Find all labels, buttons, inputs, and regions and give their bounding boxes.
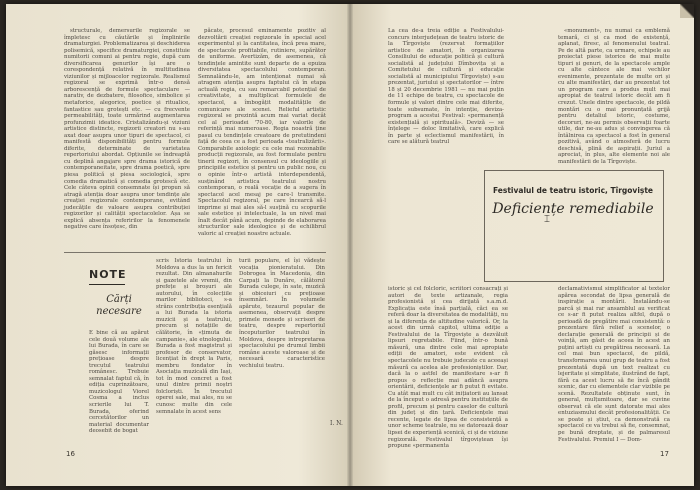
note-article-title: Cărți necesare [96, 294, 142, 317]
right-article-text-1: La cea de-a treia ediție a Festivalului-concurs interjudețean de teatru istoric de la Tîrgoviște (rezervat formațiilor artistice de amatori, în organizarea Consiliului de educație politică și cultură socialistă al județului Dîmbovița și a Comitetului de cultură și educație socialistă al municipiului Tîrgoviște) s-au prezentat, juriului și spectatorilor — între 18 și 20 decembrie 1981 — nu mai puțin de 11 echipe de teatru, cu spectacole de formule și valori dintre cele mai diferite, toate subsumate, în intenție, deviza-program a acestui Festival: «permanență existențială și spirituală». Deviză — se înțelege — doloc limitativă, care explică în parte și eclectismul manifestării, în care se alătură teatrul [388, 28, 504, 146]
section-divider [64, 252, 326, 253]
right-article-column-4 [558, 286, 670, 446]
text-cursor-icon: ⌶ [544, 214, 550, 225]
right-article-text-4: declamativismul simplificator al textelor apărea secondat de lipsa generală de inspirație a montării. Înstalându-se parcă și mai rar ansamblul au verificat ce s-ar fi putut realiza altfel, după o perioadă de pregătire mai consistentă: o prezentare fără relief a scenelor, o declarație generală de principii și de voință, am găsit de aceea în acest an puțini artiști cu pregătirea necesară. La cel mai bun spectacol, de pildă, transformarea unui grup de teatru a fost prezentată după un text realizat cu lejeritate și simplitate, ilustrând de fapt, fără ca acest lucru să fie încă gândit scenic, dar cu elementele clar vizibile pe scenă. Rezultatele obținute sunt, în general, mulțumitoare, dar se cuvine observat că ele sunt datorate mai ales entuziasmului decât profesionalității. Ce se poate și știut, ca demonstrată ca spectacol ce va trebui să fie, consemnat, pe bună dreptate, și de palmaresul Festivalului. Premiul I — Dom- [558, 286, 670, 443]
magazine-spread [6, 4, 694, 486]
left-article-text-1: structurale, demersurile regizorale se împletesc cu căutările și împlinirile dramaturgiei. Problematizarea și deschiderea polisemică, specifice dramaturgiei, constituie numitorii comuni ai pentru regie, după cum diversificarea genurilor își are o corespondență relativă în multitudinea viziunilor și mijloacelor regizorale. Realismul regizoral se exprimă într-o densă arborescență de formule spectaculare — narativ, de dezbatere, filosofice, simbolice și metaforice, alegorice, poetice și ritualice, fantastice sau grotești etc. — cu frecvente permeabilități, toate urmărind augmentarea profunzimii ideatice. Cristalizându-și viziuni artistice distincte, regizorii creatori nu s-au axat doar asupra unor tipuri de spectacol, ci manifestă disponibilități pentru formule diferite, determinate de varietatea repertoriului abordat. Opțiunile se îndreaptă cu deplină angajare spre drama istorică de contemporaneitate, spre drama poetică, spre piesa politică și piesa sociologică, spre comedia dramatică și comedia grotescă etc. Cele câteva opinii consemnate își propun să atragă atenția doar asupra unor tendințe ale creației regizorale contemporane, evitând judecățile de valoare asupra contribuției regizorilor și calității spectacolelor. Așa se explică absența referirilor la fenomenele negative care însoțesc, din [64, 28, 190, 231]
right-article-column-2 [558, 28, 670, 166]
left-article-text-2: păcate, procesul eminamente pozitiv al dezvoltării creației regizorale în special acel experimentul și la cantitatea, încă prea mare, de spectacole profitabile, rutiniere, supărător de uniforme. Avertizăm, de asemenea, că tendințele amintite sunt departe de a epuiza diversitatea spectacolului contemporan. Semnalându-le, am intenționat numai să atragem atenția asupra faptului că în etapa actuală regia, cu sau remarcabil potențial de creativitate, a multiplicat formulele de spectacol, a îmbogățit modalitățile de comunicare ale scenei. Relieful artistic regizoral se prezintă acum mai variat decât cel al perioadei '70-80, iar valorile de referință mai numeroase. Regia noastră ține pasul cu tendințele creatoare de pretutindeni față de ceea ce a fost perioada «teatralizării». Comparabile axiologic cu cele mai rezonabile producții regizorale, au fost formulate pentru tinerii regizori, în consensul cu ideologiile și principiile estetice și pentru un public nou, cu o opinie într-o artistă interdependentă, susținând artistica teatrului nostru contemporan, o reală vocație de a sugera în spectacol acel mesaj pe care-l transmite. Spectacolul regizoral, pe care încearcă să-l imprime și mai ales să-l susțină cu scopurile sale estetice și intelectuale, la un nivel mai înalt decât până acum, depinde de elaborarea structurilor sale ideologice și de echilibrul valoric al creației noastre actuale. [198, 28, 326, 237]
page-number-left: 16 [66, 450, 75, 458]
note-column-2 [156, 258, 232, 442]
note-column-3 [239, 258, 325, 414]
right-article-text-3: istoric și cel folcloric, scriitori consacrați și autori de texte artizanale, regia profesionistă și cea dirijată s.a.m.d. Explicația este însă parțială, căci ea se referă doar la diversitatea de modalități, nu și la diferența de altitudine valorică. Or, la acest din urmă capitol, ultima ediție a Festivalului de la Tîrgoviște a dezvăluit lipsuri regretabile. Fiind, într-o bună măsură, una dintre cele mai apropiate ediții de amatori, este evident că spectacolele nu trebuie judecate cu aceeași măsură ca acelea ale profesioniștilor. Dar, dacă la o astfel de manifestare s-ar fi propus o reflecție mai adâncă asupra orientării, deficiențele ar fi putut fi evitate. Cu atât mai mult cu cât inițiatorii au lansat de la început o adresă pentru instituțiile de profil, precum și pentru caselor de cultură din județ și din țară. Deficiențele mai recente, legate de lipsa de consistență a unor scheme teatrale, nu se datorează doar lipsei de experiență scenică, ci și de viziune regizorală. Festivalul tîrgoviștean își propune «permanenta [388, 286, 508, 450]
book-gutter [347, 4, 353, 486]
note-text-2: scris Istoria teatrului în Moldova a dus la un fericit rezultat. Din almanahurile și gazetele ale vremii, din prefețe și broșuri ale autorului, în colecțiile marilor biblioteci, s-a strâns contribuția esențială a lui Burada la istoria muzicii și a teatrului, precum și notațiile de călătorie, în «țimuta de campanie», ale etnologului. Burada a fost magistrat și profesor de conservator, licențiat în drept la Paris, membru fondator în Asociația muzicală din Iași, tot în mod concret a fost unul dintre primii noștri folcloriști. În trecutul operei sale, mai ales, nu se cunosc multe din cele semnalate în acest sens [156, 258, 232, 415]
page-corner [680, 4, 694, 18]
page-number-right: 17 [660, 450, 669, 458]
article-headline: Deficiențe remediabile [492, 201, 654, 217]
note-label-underline [89, 284, 125, 285]
note-section-label: NOTE [89, 268, 127, 281]
right-article-text-2: «monument», nu numai ca emblemă temară, ci și ca mod de existență, aplanat, firesc, al fenomenului teatral. Pe de altă parte, ca urmare, echipele au proiectat piese istorice de mai multe tipuri și genuri, de la spectacole ample cu alte cântece ale mai vechilor evenimente, prezentate de multe ori și cu alte manifestări, dar au prezentat tot un program care a produs mult mai apropiat de teatrul istoric decât am fi crezut. Unele dintre spectacole, de pildă montări cu o mai pronunțată grijă pentru detaliul istoric, costume, decoruri, ne-au permis observații foarte utile, dar ne-au adus și convingerea că întâlnirea ca spectacol a fost în general pozitivă, având o atmosferă de lucru deschisă, plină de aspirații. Juriul a apreciat, în plus, alte elemente noi ale manifestării de la Tîrgoviște. [558, 28, 670, 165]
right-article-column-3 [388, 286, 508, 450]
left-article-column-2 [198, 28, 326, 240]
note-column-1 [89, 330, 149, 442]
article-kicker: Festivalul de teatru istoric, Tîrgoviște [492, 186, 654, 195]
note-text-3: turii populare, el își vădește vocația pionieratului. Din Dobrogea în Macedonia, din Carpați la Dunăre, călătorul Burada culege, în sate, muzică și obiceiuri cu prețioase însemnări. În volumele apărute, tezaurul popular de asemenea, observații despre primele monede și scrisori de teatru, despre repertoriul începuturilor teatrului în Moldova, despre intrepretarea spectacolului pe drumul limbii române aceste valoroase și de necesară caracteristice vechiului teatru. [239, 258, 325, 369]
right-article-column-1 [388, 28, 504, 166]
note-text-1: E bine că au apărut cele două volume ale lui Burada, în care se găsesc informații prețioase despre trecutul teatrului românesc. Trebuie semnalat faptul că, în ediția cuprinzătoare, muzicologul Viorel Cosma a inclus scrierile lui T. Burada, oferind cercetătorilor un material documentar deosebit de bogat [89, 330, 149, 435]
left-article-column-1 [64, 28, 190, 240]
note-signature: I. N. [330, 420, 343, 427]
